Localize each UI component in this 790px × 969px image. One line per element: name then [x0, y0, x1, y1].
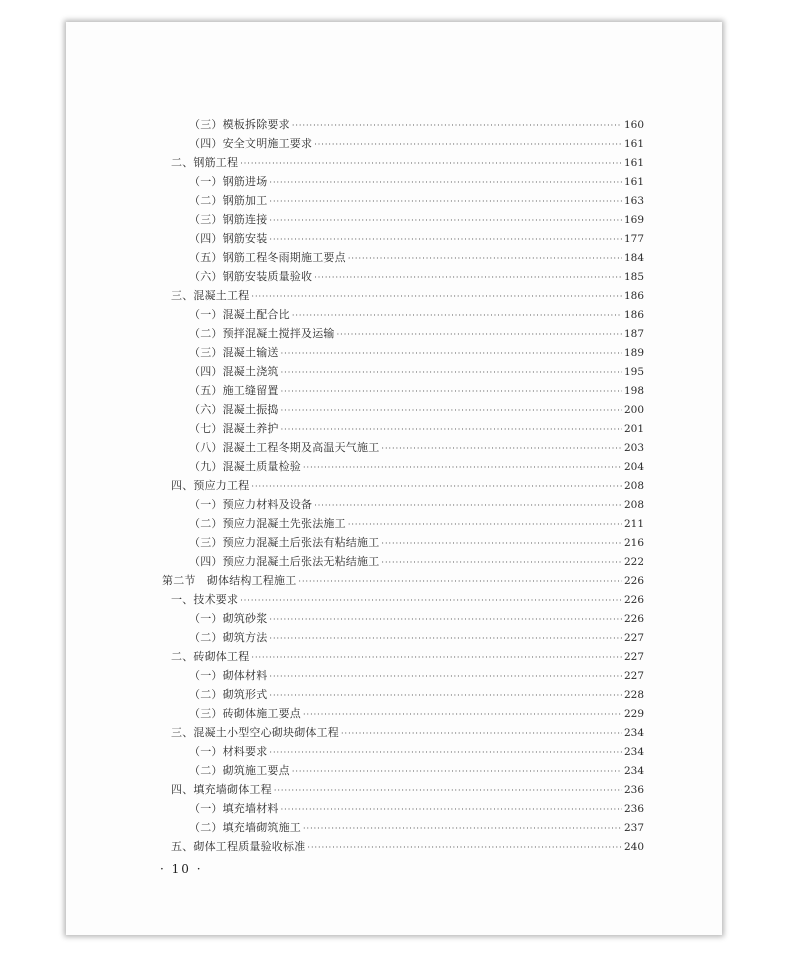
toc-entry-title: （三）砖砌体施工要点 — [189, 707, 301, 720]
toc-entry-page: 234 — [623, 746, 644, 758]
toc-entry-page: 195 — [623, 366, 644, 378]
toc-entry-page: 177 — [623, 233, 644, 245]
toc-leader-dots — [381, 553, 622, 572]
toc-leader-dots — [251, 477, 622, 496]
toc-entry-title: 三、混凝土小型空心砌块砌体工程 — [171, 726, 339, 739]
toc-leader-dots — [341, 724, 622, 743]
toc-entry — [162, 761, 644, 780]
toc-entry-title: （五）施工缝留置 — [189, 384, 279, 397]
toc-entry — [162, 476, 644, 495]
toc-entry-title: （一）钢筋进场 — [189, 175, 268, 188]
toc-entry — [162, 723, 644, 742]
toc-entry-page: 186 — [623, 290, 644, 302]
toc-entry-title: （八）混凝土工程冬期及高温天气施工 — [189, 441, 380, 454]
toc-entry-page: 203 — [623, 442, 644, 454]
toc-entry-title: （四）混凝土浇筑 — [189, 365, 279, 378]
toc-entry-page: 211 — [623, 518, 644, 530]
toc-entry-page: 226 — [623, 613, 644, 625]
toc-entry-title: （一）填充墙材料 — [189, 802, 279, 815]
toc-entry-title: （三）模板拆除要求 — [189, 118, 290, 131]
toc-entry — [162, 343, 644, 362]
toc-entry — [162, 514, 644, 533]
toc-entry — [162, 571, 644, 590]
toc-entry-title: 第二节 砌体结构工程施工 — [162, 574, 297, 587]
toc-leader-dots — [274, 781, 622, 800]
toc-entry-title: （一）材料要求 — [189, 745, 268, 758]
toc-leader-dots — [269, 743, 622, 762]
toc-entry-page: 226 — [623, 594, 644, 606]
toc-entry — [162, 286, 644, 305]
toc-leader-dots — [269, 173, 622, 192]
toc-entry-title: （四）钢筋安装 — [189, 232, 268, 245]
toc-entry-page: 186 — [623, 309, 644, 321]
toc-entry — [162, 115, 644, 134]
toc-entry — [162, 248, 644, 267]
toc-entry-page: 161 — [623, 176, 644, 188]
toc-entry — [162, 381, 644, 400]
toc-entry-title: （三）混凝土输送 — [189, 346, 279, 359]
toc-leader-dots — [281, 344, 622, 363]
toc-entry — [162, 172, 644, 191]
toc-entry-page: 169 — [623, 214, 644, 226]
toc-entry-page: 184 — [623, 252, 644, 264]
toc-leader-dots — [269, 686, 622, 705]
toc-entry-page: 226 — [623, 575, 644, 587]
toc-entry-page: 227 — [623, 632, 644, 644]
toc-leader-dots — [314, 135, 622, 154]
toc-entry — [162, 628, 644, 647]
toc-leader-dots — [292, 762, 622, 781]
toc-leader-dots — [269, 211, 622, 230]
toc-entry-page: 200 — [623, 404, 644, 416]
toc-entry — [162, 590, 644, 609]
toc-entry-title: （九）混凝土质量检验 — [189, 460, 301, 473]
toc-entry — [162, 666, 644, 685]
toc-leader-dots — [281, 800, 622, 819]
page-number-folio: · 10 · — [160, 862, 203, 876]
toc-entry-page: 198 — [623, 385, 644, 397]
toc-entry — [162, 647, 644, 666]
toc-entry-title: （四）预应力混凝土后张法无粘结施工 — [189, 555, 380, 568]
toc-entry-title: 四、填充墙砌体工程 — [171, 783, 272, 796]
toc-entry — [162, 552, 644, 571]
toc-entry-page: 216 — [623, 537, 644, 549]
toc-leader-dots — [281, 363, 622, 382]
toc-leader-dots — [298, 572, 622, 591]
toc-entry — [162, 419, 644, 438]
toc-entry-title: 二、砖砌体工程 — [171, 650, 250, 663]
toc-entry — [162, 134, 644, 153]
table-of-contents — [162, 115, 644, 856]
toc-entry-page: 163 — [623, 195, 644, 207]
toc-leader-dots — [269, 192, 622, 211]
toc-leader-dots — [303, 458, 622, 477]
toc-leader-dots — [348, 249, 622, 268]
toc-leader-dots — [281, 382, 622, 401]
toc-entry — [162, 400, 644, 419]
toc-leader-dots — [240, 591, 622, 610]
toc-entry-title: （二）预拌混凝土搅拌及运输 — [189, 327, 335, 340]
toc-leader-dots — [269, 629, 622, 648]
toc-entry-title: （二）钢筋加工 — [189, 194, 268, 207]
toc-leader-dots — [269, 610, 622, 629]
toc-entry-page: 189 — [623, 347, 644, 359]
toc-entry-page: 161 — [623, 157, 644, 169]
toc-leader-dots — [292, 306, 622, 325]
toc-entry-title: （五）钢筋工程冬雨期施工要点 — [189, 251, 346, 264]
toc-entry-page: 208 — [623, 499, 644, 511]
toc-entry — [162, 609, 644, 628]
toc-entry — [162, 191, 644, 210]
toc-entry — [162, 210, 644, 229]
toc-entry-page: 161 — [623, 138, 644, 150]
toc-entry-title: 五、砌体工程质量验收标准 — [171, 840, 306, 853]
toc-leader-dots — [251, 648, 622, 667]
toc-entry-page: 185 — [623, 271, 644, 283]
toc-entry-title: 三、混凝土工程 — [171, 289, 250, 302]
toc-leader-dots — [240, 154, 622, 173]
toc-entry-page: 222 — [623, 556, 644, 568]
toc-entry — [162, 780, 644, 799]
toc-leader-dots — [292, 116, 622, 135]
toc-entry-title: （三）钢筋连接 — [189, 213, 268, 226]
toc-entry-page: 236 — [623, 803, 644, 815]
toc-entry-title: （七）混凝土养护 — [189, 422, 279, 435]
toc-entry-title: 一、技术要求 — [171, 593, 239, 606]
book-page — [66, 22, 722, 935]
toc-entry-page: 201 — [623, 423, 644, 435]
toc-leader-dots — [381, 534, 622, 553]
toc-entry — [162, 685, 644, 704]
toc-entry-title: （六）混凝土振捣 — [189, 403, 279, 416]
toc-entry-title: （一）预应力材料及设备 — [189, 498, 313, 511]
toc-entry — [162, 229, 644, 248]
toc-entry — [162, 533, 644, 552]
toc-entry-page: 236 — [623, 784, 644, 796]
toc-entry — [162, 837, 644, 856]
toc-entry-title: （二）砌筑方法 — [189, 631, 268, 644]
toc-leader-dots — [348, 515, 622, 534]
toc-entry-title: （四）安全文明施工要求 — [189, 137, 313, 150]
toc-entry — [162, 438, 644, 457]
toc-entry-page: 234 — [623, 727, 644, 739]
toc-leader-dots — [307, 838, 622, 857]
toc-entry-page: 204 — [623, 461, 644, 473]
toc-entry-page: 240 — [623, 841, 644, 853]
toc-entry-title: （二）砌筑施工要点 — [189, 764, 290, 777]
toc-entry-title: （六）钢筋安装质量验收 — [189, 270, 313, 283]
toc-leader-dots — [281, 420, 622, 439]
toc-entry — [162, 324, 644, 343]
toc-entry-title: （一）砌体材料 — [189, 669, 268, 682]
toc-entry-page: 227 — [623, 670, 644, 682]
toc-entry-page: 227 — [623, 651, 644, 663]
toc-leader-dots — [269, 230, 622, 249]
toc-entry-title: （一）砌筑砂浆 — [189, 612, 268, 625]
toc-leader-dots — [269, 667, 622, 686]
toc-entry — [162, 742, 644, 761]
toc-leader-dots — [314, 268, 622, 287]
toc-entry-page: 187 — [623, 328, 644, 340]
toc-entry-page: 160 — [623, 119, 644, 131]
toc-leader-dots — [281, 401, 622, 420]
toc-entry — [162, 799, 644, 818]
toc-entry-title: （二）填充墙砌筑施工 — [189, 821, 301, 834]
toc-entry — [162, 495, 644, 514]
toc-entry — [162, 818, 644, 837]
toc-leader-dots — [303, 819, 622, 838]
toc-entry-title: （三）预应力混凝土后张法有粘结施工 — [189, 536, 380, 549]
toc-entry-title: 四、预应力工程 — [171, 479, 250, 492]
toc-entry-page: 229 — [623, 708, 644, 720]
toc-entry-page: 237 — [623, 822, 644, 834]
toc-entry — [162, 153, 644, 172]
toc-entry — [162, 362, 644, 381]
toc-leader-dots — [337, 325, 622, 344]
toc-entry-title: 二、钢筋工程 — [171, 156, 239, 169]
toc-leader-dots — [314, 496, 622, 515]
toc-leader-dots — [251, 287, 622, 306]
toc-entry-title: （二）预应力混凝土先张法施工 — [189, 517, 346, 530]
toc-entry — [162, 704, 644, 723]
toc-entry-page: 208 — [623, 480, 644, 492]
toc-leader-dots — [381, 439, 622, 458]
toc-leader-dots — [303, 705, 622, 724]
toc-entry-title: （一）混凝土配合比 — [189, 308, 290, 321]
toc-entry — [162, 267, 644, 286]
toc-entry-title: （二）砌筑形式 — [189, 688, 268, 701]
toc-entry — [162, 457, 644, 476]
toc-entry — [162, 305, 644, 324]
toc-entry-page: 228 — [623, 689, 644, 701]
toc-entry-page: 234 — [623, 765, 644, 777]
